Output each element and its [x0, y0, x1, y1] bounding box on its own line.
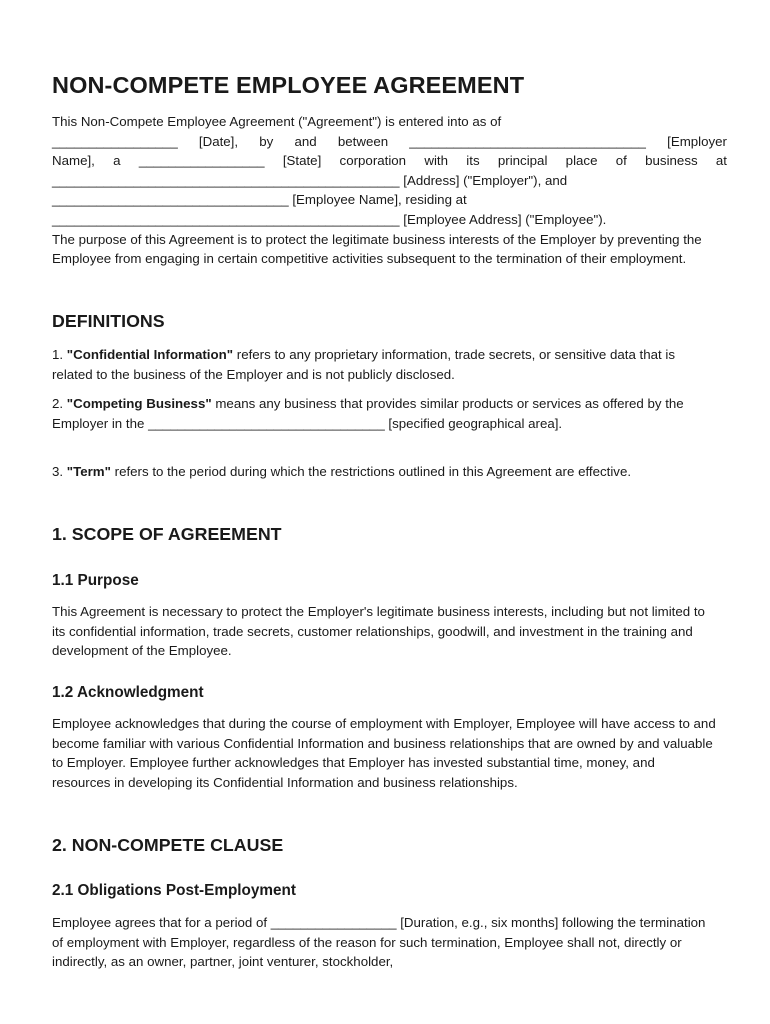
intro-line: Name], a _________________ [State] corporation with its principal place of business at — [52, 153, 727, 169]
intro-line: ________________________________ [Employee Name], residing at — [52, 192, 467, 208]
document-title: NON-COMPETE EMPLOYEE AGREEMENT — [52, 72, 525, 98]
section-1-2-heading: 1.2 Acknowledgment — [52, 684, 204, 701]
definition-number: 2. — [52, 396, 64, 411]
definition-number: 3. — [52, 464, 64, 479]
intro-line: _______________________________________________ [Address] ("Employer"), and — [52, 172, 568, 188]
intro-line: This Non-Compete Employee Agreement ("Agreement") is entered into as of — [52, 114, 502, 129]
section-1-1-heading: 1.1 Purpose — [52, 572, 139, 589]
section-1-heading: 1. SCOPE OF AGREEMENT — [52, 524, 282, 544]
intro-purpose: The purpose of this Agreement is to protect the legitimate business interests of the Employer by preventing the Employee from engaging in certain competitive activities subsequent to the termination of their employment. — [52, 231, 702, 267]
intro-paragraph — [52, 112, 727, 269]
intro-line: _________________ [Date], by and between ________________________________ [Employer — [52, 133, 727, 149]
section-2-1-heading: 2.1 Obligations Post-Employment — [52, 882, 296, 899]
definition-item — [52, 394, 716, 433]
definitions-heading: DEFINITIONS — [52, 311, 165, 331]
definition-item — [52, 345, 716, 384]
definition-term: "Competing Business" — [66, 396, 212, 411]
definition-text: refers to the period during which the restrictions outlined in this Agreement are effective. — [114, 464, 632, 479]
section-1-2-text: Employee acknowledges that during the course of employment with Employer, Employee will have access to and become familiar with various Confidential Information and business relationships that are owned by and valuable to Employer. Employee further acknowledges that Employer has invested substantial time, money, and resources in developing its Confidential Information and business relationships. — [52, 716, 716, 790]
definition-term: "Confidential Information" — [66, 347, 234, 362]
definition-term: "Term" — [66, 464, 111, 479]
definition-text: means any business that provides similar products or services as offered by the Employer in the ________________________________ [specified geographical area]. — [52, 396, 684, 431]
definition-item — [52, 462, 716, 482]
section-2-1-text: Employee agrees that for a period of _________________ [Duration, e.g., six months] following the termination of employment with Employer, regardless of the reason for such termination, Employee shall not, directly or indirectly, as an owner, partner, joint venturer, stockholder, — [52, 915, 706, 970]
section-2-heading: 2. NON-COMPETE CLAUSE — [52, 835, 284, 855]
definition-number: 1. — [52, 347, 64, 362]
definition-text: refers to any proprietary information, trade secrets, or sensitive data that is related to the business of the Employer and is not publicly disclosed. — [52, 347, 676, 382]
section-1-1-text: This Agreement is necessary to protect the Employer's legitimate business interests, including but not limited to its confidential information, trade secrets, customer relationships, goodwill, and investment in the training and development of the Employee. — [52, 604, 705, 659]
intro-line: _______________________________________________ [Employee Address] ("Employee"). — [52, 211, 607, 227]
